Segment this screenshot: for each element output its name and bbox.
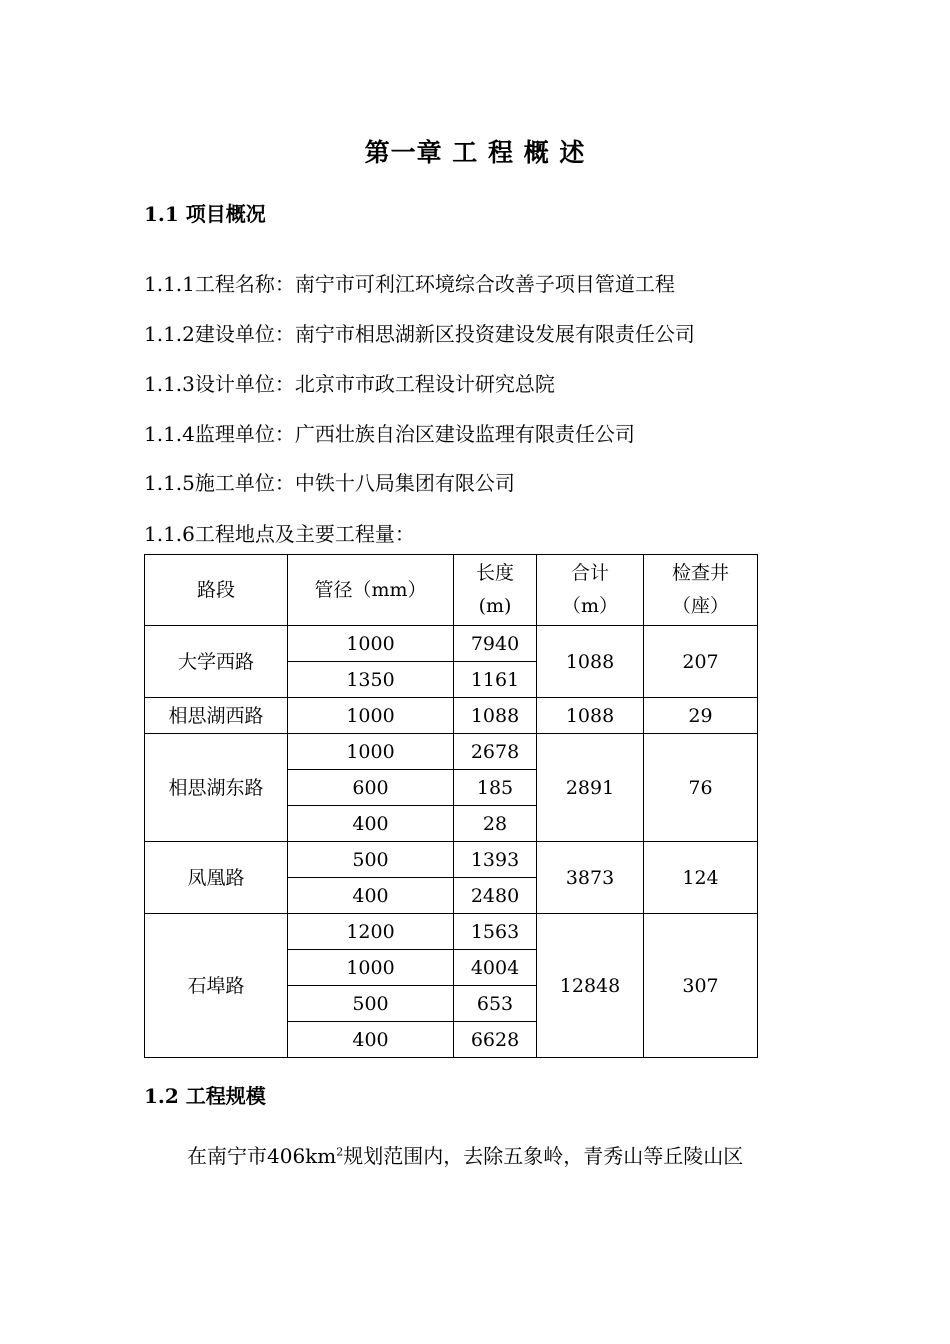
diameter-cell: 400 <box>288 1022 454 1058</box>
road-name-cell: 石埠路 <box>145 914 288 1058</box>
design-unit-item: 1.1.3设计单位：北京市市政工程设计研究总院 <box>144 372 555 396</box>
section-heading-1-1: 1.1 项目概况 <box>144 202 266 226</box>
scale-paragraph-start: 在南宁市406km <box>187 1144 337 1168</box>
length-cell: 1161 <box>454 662 537 698</box>
road-name-cell: 相思湖西路 <box>145 698 288 734</box>
diameter-cell: 1000 <box>288 626 454 662</box>
wells-cell: 307 <box>644 914 758 1058</box>
table-row <box>145 698 758 734</box>
table-header-row <box>145 555 758 626</box>
length-cell: 2678 <box>454 734 537 770</box>
builder-unit-item: 1.1.2建设单位：南宁市相思湖新区投资建设发展有限责任公司 <box>144 322 695 346</box>
table-row <box>145 914 758 950</box>
quantity-table <box>144 554 758 1058</box>
scale-paragraph-rest: 规划范围内，去除五象岭，青秀山等丘陵山区 <box>343 1144 744 1168</box>
header-total <box>537 555 644 626</box>
table-row <box>145 626 758 662</box>
diameter-cell: 1200 <box>288 914 454 950</box>
diameter-cell: 400 <box>288 806 454 842</box>
header-total-line1: 合计 <box>570 562 609 584</box>
diameter-cell: 500 <box>288 986 454 1022</box>
supervision-unit-item: 1.1.4监理单位：广西壮族自治区建设监理有限责任公司 <box>144 422 635 446</box>
length-cell: 185 <box>454 770 537 806</box>
header-wells-line2: （座） <box>671 595 729 617</box>
total-cell: 2891 <box>537 734 644 842</box>
header-length-line1: 长度 <box>475 562 514 584</box>
length-cell: 1088 <box>454 698 537 734</box>
header-total-line2: （m） <box>561 595 619 617</box>
header-length <box>454 555 537 626</box>
header-wells-line1: 检查井 <box>671 562 729 584</box>
chapter-title: 第一章 工 程 概 述 <box>364 138 586 167</box>
wells-cell: 29 <box>644 698 758 734</box>
length-cell: 7940 <box>454 626 537 662</box>
total-cell: 3873 <box>537 842 644 914</box>
superscript-2: 2 <box>336 1145 344 1159</box>
construction-unit-item: 1.1.5施工单位：中铁十八局集团有限公司 <box>144 471 515 495</box>
road-name-cell: 相思湖东路 <box>145 734 288 842</box>
total-cell: 1088 <box>537 626 644 698</box>
length-cell: 1563 <box>454 914 537 950</box>
length-cell: 1393 <box>454 842 537 878</box>
project-name-item: 1.1.1工程名称：南宁市可利江环境综合改善子项目管道工程 <box>144 272 675 296</box>
road-name-cell: 凤凰路 <box>145 842 288 914</box>
diameter-cell: 600 <box>288 770 454 806</box>
header-road: 路段 <box>145 555 288 626</box>
diameter-cell: 1000 <box>288 734 454 770</box>
header-wells <box>644 555 758 626</box>
total-cell: 12848 <box>537 914 644 1058</box>
length-cell: 6628 <box>454 1022 537 1058</box>
total-cell: 1088 <box>537 698 644 734</box>
length-cell: 653 <box>454 986 537 1022</box>
road-name-cell: 大学西路 <box>145 626 288 698</box>
location-quantity-item: 1.1.6工程地点及主要工程量： <box>144 522 415 546</box>
header-diameter: 管径（mm） <box>288 555 454 626</box>
header-length-line2: (m) <box>478 595 512 617</box>
diameter-cell: 1000 <box>288 950 454 986</box>
diameter-cell: 500 <box>288 842 454 878</box>
scale-paragraph <box>187 1140 743 1169</box>
wells-cell: 124 <box>644 842 758 914</box>
wells-cell: 76 <box>644 734 758 842</box>
diameter-cell: 400 <box>288 878 454 914</box>
length-cell: 28 <box>454 806 537 842</box>
table-row <box>145 842 758 878</box>
length-cell: 2480 <box>454 878 537 914</box>
table-row <box>145 734 758 770</box>
diameter-cell: 1350 <box>288 662 454 698</box>
wells-cell: 207 <box>644 626 758 698</box>
diameter-cell: 1000 <box>288 698 454 734</box>
section-heading-1-2: 1.2 工程规模 <box>144 1084 266 1108</box>
length-cell: 4004 <box>454 950 537 986</box>
